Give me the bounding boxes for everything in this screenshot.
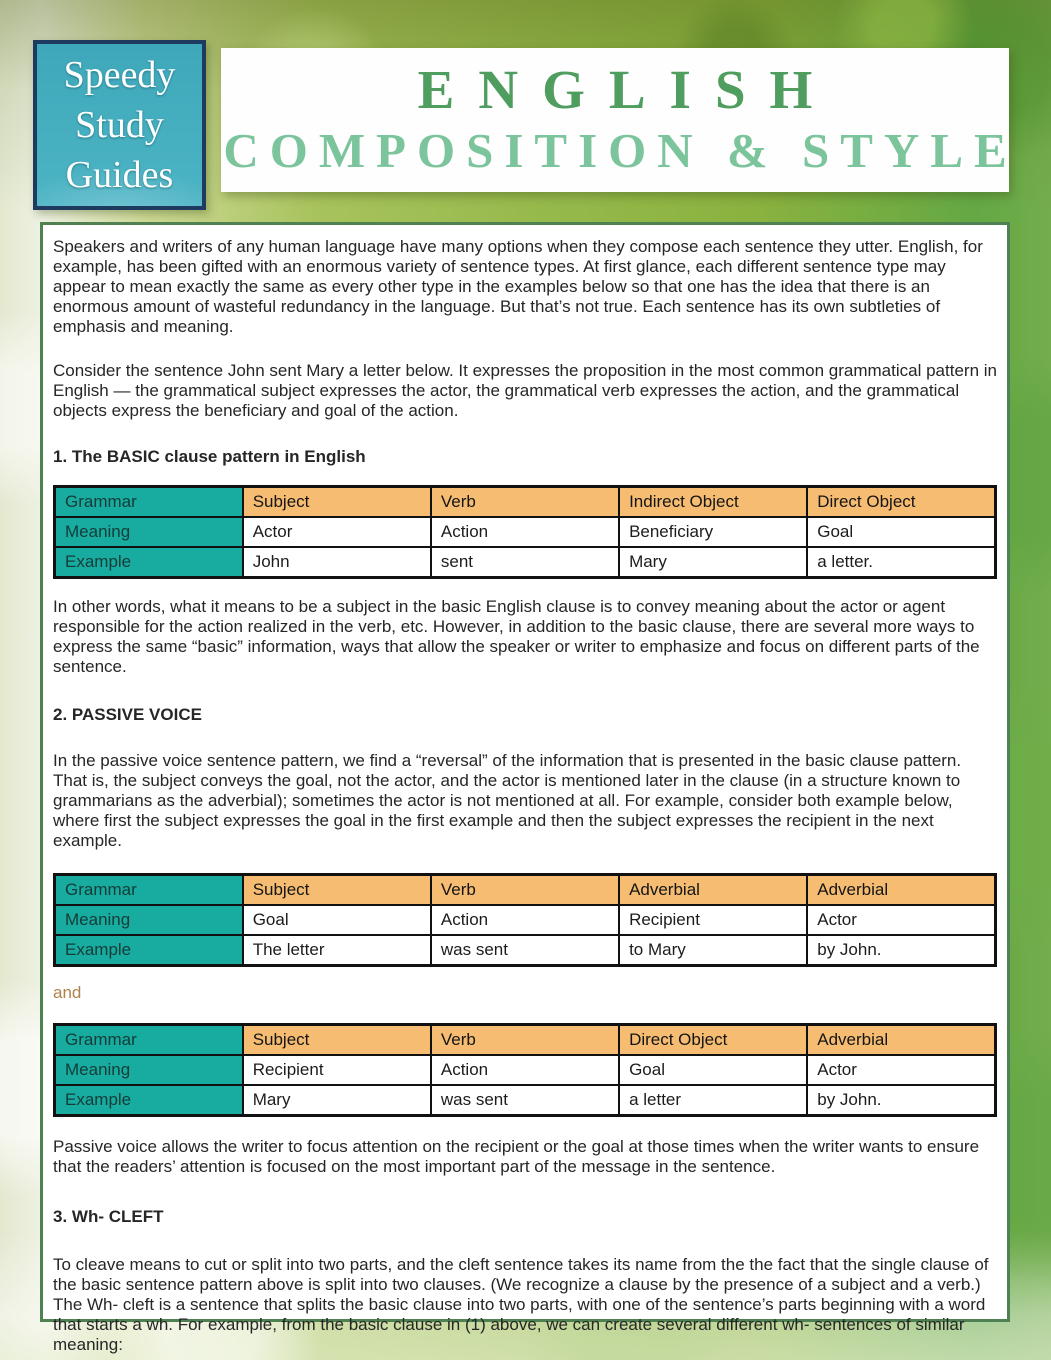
content-panel [40, 222, 1010, 1354]
data-cell: Mary [243, 1085, 431, 1116]
section-heading-basic-clause: 1. The BASIC clause pattern in English [53, 447, 366, 466]
data-cell: John [243, 547, 431, 578]
connector-text: and [53, 983, 82, 1002]
data-cell: Action [431, 905, 619, 935]
data-cell: Goal [619, 1055, 807, 1085]
header-cell: Adverbial [807, 875, 995, 906]
data-cell: Beneficiary [619, 517, 807, 547]
row-label-cell: Meaning [55, 905, 243, 935]
logo-line-2: Study [75, 104, 164, 146]
row-label-cell: Meaning [55, 517, 243, 547]
data-cell: Action [431, 1055, 619, 1085]
data-cell: Goal [807, 517, 995, 547]
data-cell: Goal [243, 905, 431, 935]
data-cell: The letter [243, 935, 431, 966]
intro-paragraph-1: Speakers and writers of any human language have many options when they compose each sentence they utter. English, for example, has been gifted with an enormous variety of sentence types. At first glance, each different sentence type may appear to mean exactly the same as every other type in the examples below so that one has the idea that there is an enormous amount of wasteful redundancy in the language. But that’s not true. Each sentence has its own subtleties of emphasis and meaning. [53, 237, 983, 336]
header-cell: Indirect Object [619, 487, 807, 518]
passive-voice-table-recipient [53, 1023, 997, 1117]
row-label-cell: Example [55, 547, 243, 578]
table-row [55, 1025, 996, 1056]
data-cell: by John. [807, 935, 995, 966]
data-cell: Actor [807, 905, 995, 935]
data-cell: was sent [431, 1085, 619, 1116]
table-row [55, 517, 996, 547]
table-row [55, 1055, 996, 1085]
data-cell: Recipient [243, 1055, 431, 1085]
data-cell: a letter. [807, 547, 995, 578]
table-row [55, 547, 996, 578]
passive-voice-summary: Passive voice allows the writer to focus attention on the recipient or the goal at those times when the writer wants to ensure that the readers’ attention is focused on the most important part of the message in the sentence. [53, 1137, 980, 1176]
passive-voice-explanation: In the passive voice sentence pattern, we find a “reversal” of the information that is presented in the basic clause pattern. That is, the subject conveys the goal, not the actor, and the actor is mentioned later in the clause (in a structure known to grammarians as the adverbial); sometimes the actor is not mentioned at all. For example, consider both example below, where first the subject expresses the goal in the first example and then the subject expresses the recipient in the next example. [53, 751, 962, 850]
page-title-line-1: ENGLISH [417, 59, 837, 120]
table-row [55, 487, 996, 518]
row-label-cell: Grammar [55, 487, 243, 518]
header-cell: Direct Object [807, 487, 995, 518]
data-cell: a letter [619, 1085, 807, 1116]
header-cell: Verb [431, 487, 619, 518]
header-cell: Direct Object [619, 1025, 807, 1056]
data-cell: by John. [807, 1085, 995, 1116]
basic-clause-table [53, 485, 997, 579]
row-label-cell: Example [55, 1085, 243, 1116]
basic-clause-explanation: In other words, what it means to be a subject in the basic English clause is to convey meaning about the actor or agent responsible for the action realized in the verb, etc. However, in addition to the basic clause, there are several more ways to express the same “basic” information, ways that allow the speaker or writer to emphasize and focus on different parts of the sentence. [53, 597, 980, 676]
header-cell: Subject [243, 875, 431, 906]
row-label-cell: Grammar [55, 1025, 243, 1056]
data-cell: Mary [619, 547, 807, 578]
header-cell: Verb [431, 875, 619, 906]
passive-voice-table-goal [53, 873, 997, 967]
logo-line-3: Guides [65, 154, 174, 196]
row-label-cell: Grammar [55, 875, 243, 906]
data-cell: sent [431, 547, 619, 578]
header-cell: Subject [243, 487, 431, 518]
data-cell: Recipient [619, 905, 807, 935]
intro-paragraph-2: Consider the sentence John sent Mary a letter below. It expresses the proposition in the most common grammatical pattern in English — the grammatical subject expresses the actor, the grammatical verb expresses the action, and the grammatical objects express the beneficiary and goal of the action. [53, 361, 997, 420]
wh-cleft-explanation: To cleave means to cut or split into two parts, and the cleft sentence takes its name from the the fact that the single clause of the basic sentence pattern above is split into two clauses. (We recognize a clause by the presence of a subject and a verb.) The Wh- cleft is a sentence that splits the basic clause into two parts, with one of the sentence’s parts beginning with a word that starts a wh. For example, from the basic clause in (1) above, we can create several different wh- sentences of similar meaning: [53, 1255, 989, 1354]
table-row [55, 935, 996, 966]
section-heading-passive-voice: 2. PASSIVE VOICE [53, 705, 202, 724]
header-cell: Verb [431, 1025, 619, 1056]
header-cell: Adverbial [619, 875, 807, 906]
row-label-cell: Example [55, 935, 243, 966]
table-row [55, 875, 996, 906]
data-cell: Action [431, 517, 619, 547]
table-row [55, 905, 996, 935]
data-cell: was sent [431, 935, 619, 966]
section-heading-wh-cleft: 3. Wh- CLEFT [53, 1207, 164, 1226]
data-cell: Actor [243, 517, 431, 547]
title-banner [221, 48, 1018, 192]
data-cell: to Mary [619, 935, 807, 966]
page-title-line-2: COMPOSITION & STYLE [223, 123, 1018, 178]
table-row [55, 1085, 996, 1116]
data-cell: Actor [807, 1055, 995, 1085]
logo-line-1: Speedy [63, 54, 176, 96]
row-label-cell: Meaning [55, 1055, 243, 1085]
speedy-study-guides-logo [33, 40, 206, 210]
header-cell: Subject [243, 1025, 431, 1056]
header-cell: Adverbial [807, 1025, 995, 1056]
